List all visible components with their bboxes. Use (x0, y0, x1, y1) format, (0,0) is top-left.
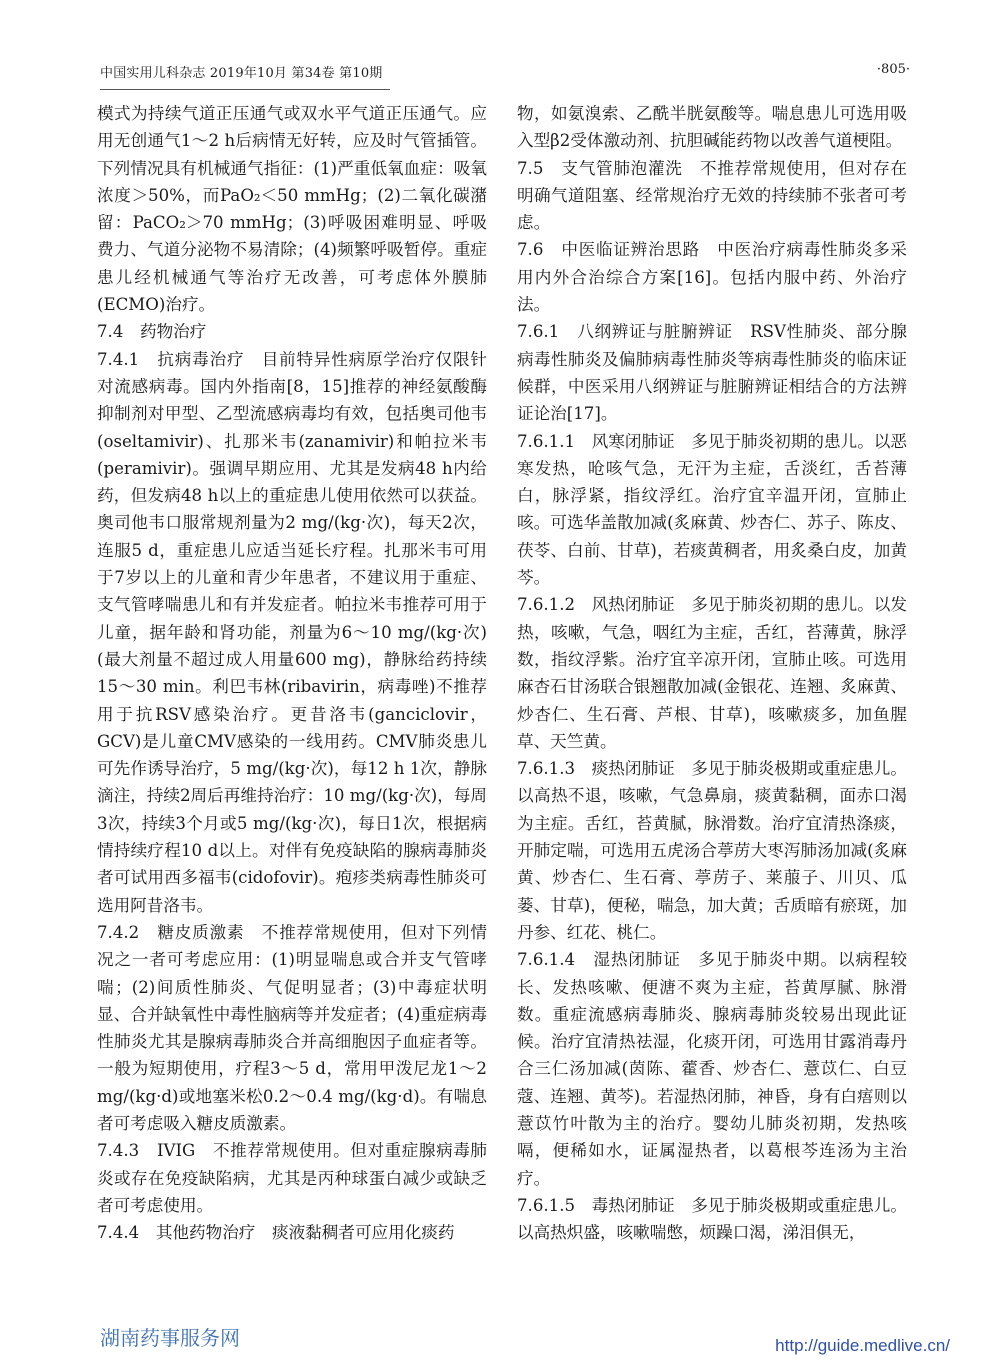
paragraph-wind-heat: 7.6.1.2 风热闭肺证 多见于肺炎初期的患儿。以发热，咳嗽，气急，咽红为主症，舌红，苔薄黄，脉浮数，指纹浮紫。治疗宜辛凉开闭，宣肺止咳。可选用麻杏石甘汤联合银翘散加减(金银花、连翘、炙麻黄、炒杏仁、生石膏、芦根、甘草)，咳嗽痰多，加鱼腥草、天竺黄。 (517, 595, 907, 751)
section-heading-7-4: 7.4 药物治疗 (97, 322, 207, 342)
paragraph-other-drugs-cont: 物，如氨溴索、乙酰半胱氨酸等。喘息患儿可选用吸入型β2受体激动剂、抗胆碱能药物以改善气道梗阻。 (517, 104, 907, 151)
running-header (100, 62, 910, 86)
right-column (517, 100, 907, 1246)
paragraph-wind-cold: 7.6.1.1 风寒闭肺证 多见于肺炎初期的患儿。以恶寒发热，呛咳气急，无汗为主症，舌淡红，舌苔薄白，脉浮紧，指纹浮红。治疗宜辛温开闭，宣肺止咳。可选华盖散加减(炙麻黄、炒杏仁、苏子、陈皮、茯苓、白前、甘草)，若痰黄稠者，用炙桑白皮，加黄芩。 (517, 431, 907, 588)
page-number: ·805· (876, 62, 910, 77)
paragraph-phlegm-heat: 7.6.1.3 痰热闭肺证 多见于肺炎极期或重症患儿。以高热不退，咳嗽，气急鼻扇，痰黄黏稠，面赤口渴为主症。舌红，苔黄腻，脉滑数。治疗宜清热涤痰，开肺定喘，可选用五虎汤合葶苈大枣泻肺汤加减(炙麻黄、炒杏仁、生石膏、葶苈子、莱菔子、川贝、瓜蒌、甘草)，便秘，喘急，加大黄；舌质暗有瘀斑，加丹参、红花、桃仁。 (517, 759, 907, 942)
paragraph-damp-heat: 7.6.1.4 湿热闭肺证 多见于肺炎中期。以病程较长、发热咳嗽、便溏不爽为主症，苔黄厚腻、脉滑数。重症流感病毒肺炎、腺病毒肺炎较易出现此证候。治疗宜清热祛湿，化痰开闭，可选用甘露消毒丹合三仁汤加减(茵陈、藿香、炒杏仁、薏苡仁、白豆蔻、连翘、黄芩)。若湿热闭肺，神昏，身有白痦则以薏苡竹叶散为主的治疗。婴幼儿肺炎初期，发热咳嗝，便稀如水，证属湿热者，以葛根芩连汤为主治疗。 (517, 950, 907, 1188)
left-column (97, 100, 487, 1246)
header-rule (100, 89, 390, 90)
source-url-link[interactable]: http://guide.medlive.cn/ (775, 1336, 950, 1355)
paragraph-bal: 7.5 支气管肺泡灌洗 不推荐常规使用，但对存在明确气道阻塞、经常规治疗无效的持续肺不张者可考虑。 (517, 158, 907, 233)
journal-title: 中国实用儿科杂志 2019年10月 第34卷 第10期 (100, 66, 383, 81)
paragraph-glucocorticoid: 7.4.2 糖皮质激素 不推荐常规使用，但对下列情况之一者可考虑应用：(1)明显喘息或合并支气管哮喘；(2)间质性肺炎、气促明显者；(3)中毒症状明显、合并缺氧性中毒性脑病等并发症者；(4)重症病毒性肺炎尤其是腺病毒肺炎合并高细胞因子血症者等。一般为短期使用，疗程3～5 d，常用甲泼尼龙1～2 mg/(kg·d)或地塞米松0.2～0.4 mg/(kg·d)。有喘息者可考虑吸入糖皮质激素。 (97, 922, 487, 1133)
paragraph-toxic-heat: 7.6.1.5 毒热闭肺证 多见于肺炎极期或重症患儿。以高热炽盛，咳嗽喘憋，烦躁口渴，涕泪俱无， (517, 1195, 907, 1243)
watermark-text: 湖南药事服务网 (100, 1326, 240, 1350)
paragraph-ivig: 7.4.3 IVIG 不推荐常规使用。但对重症腺病毒肺炎或存在免疫缺陷病，尤其是丙种球蛋白减少或缺乏者可考虑使用。 (97, 1141, 487, 1215)
paragraph-other-drugs: 7.4.4 其他药物治疗 痰液黏稠者可应用化痰药 (97, 1223, 455, 1243)
paragraph-syndrome-differentiation: 7.6.1 八纲辨证与脏腑辨证 RSV性肺炎、部分腺病毒性肺炎及偏肺病毒性肺炎等病毒性肺炎的临床证候群，中医采用八纲辨证与脏腑辨证相结合的方法辨证论治[17]。 (517, 322, 907, 424)
paragraph-ventilation: 模式为持续气道正压通气或双水平气道正压通气。应用无创通气1～2 h后病情无好转，应及时气管插管。下列情况具有机械通气指征：(1)严重低氧血症：吸氧浓度＞50%，而PaO₂＜50 mmHg；(2)二氧化碳潴留：PaCO₂＞70 mmHg；(3)呼吸困难明显、呼吸费力、气道分泌物不易清除；(4)频繁呼吸暂停。重症患儿经机械通气等治疗无改善，可考虑体外膜肺(ECMO)治疗。 (97, 104, 487, 315)
paragraph-antiviral: 7.4.1 抗病毒治疗 目前特异性病原学治疗仅限针对流感病毒。国内外指南[8，15]推荐的神经氨酸酶抑制剂对甲型、乙型流感病毒均有效，包括奥司他韦(oseltamivir)、扎那米韦(zanamivir)和帕拉米韦(peramivir)。强调早期应用、尤其是发病48 h内给药，但发病48 h以上的重症患儿使用依然可以获益。奥司他韦口服常规剂量为2 mg/(kg·次)，每天2次，连服5 d，重症患儿应适当延长疗程。扎那米韦可用于7岁以上的儿童和青少年患者，不建议用于重症、支气管哮喘患儿和有并发症者。帕拉米韦推荐可用于儿童，据年龄和肾功能，剂量为6～10 mg/(kg·次)(最大剂量不超过成人用量600 mg)，静脉给药持续15～30 min。利巴韦林(ribavirin，病毒唑)不推荐用于抗RSV感染治疗。更昔洛韦(ganciclovir，GCV)是儿童CMV感染的一线用药。CMV肺炎患儿可先作诱导治疗，5 mg/(kg·次)，每12 h 1次，静脉滴注，持续2周后再维持治疗：10 mg/(kg·次)，每周3次，持续3个月或5 mg/(kg·次)，每日1次，根据病情持续疗程10 d以上。对伴有免疫缺陷的腺病毒肺炎者可试用西多福韦(cidofovir)。疱疹类病毒性肺炎可选用阿昔洛韦。 (97, 349, 487, 915)
paragraph-tcm: 7.6 中医临证辨治思路 中医治疗病毒性肺炎多采用内外合治综合方案[16]。包括内服中药、外治疗法。 (517, 240, 907, 315)
